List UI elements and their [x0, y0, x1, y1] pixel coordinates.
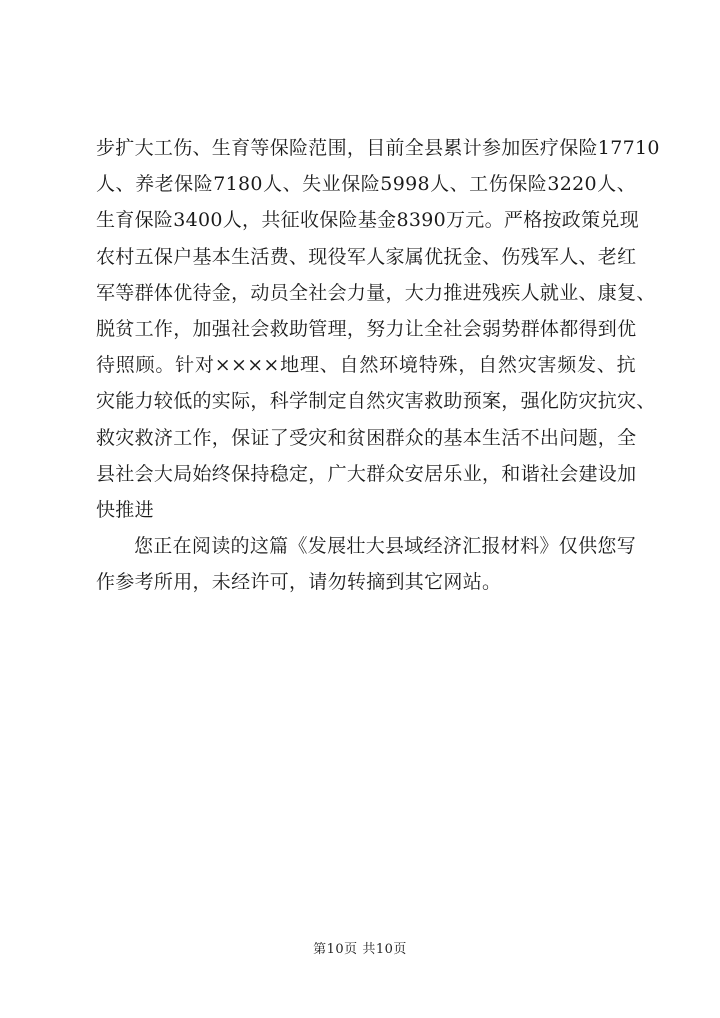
- document-body: [96, 130, 660, 600]
- text-line: 脱贫工作，加强社会救助管理，努力让全社会弱势群体都得到优: [96, 317, 637, 340]
- text-line: 生育保险3400人，共征收保险基金8390万元。严格按政策兑现: [96, 209, 640, 232]
- text-line: 人、养老保险7180人、失业保险5998人、工伤保险3220人、: [96, 173, 636, 196]
- text-line: 县社会大局始终保持稳定，广大群众安居乐业，和谐社会建设加: [96, 462, 637, 485]
- paragraph-copyright-notice: [96, 528, 636, 600]
- paragraph-social-security: [96, 130, 660, 528]
- text-line: 军等群体优待金，动员全社会力量，大力推进残疾人就业、康复、: [96, 281, 656, 304]
- text-line: 灾能力较低的实际，科学制定自然灾害救助预案，强化防灾抗灾、: [96, 390, 656, 413]
- page-number-footer: 第10页 共10页: [313, 942, 407, 957]
- text-line: 快推进: [96, 498, 154, 521]
- text-line: 救灾救济工作，保证了受灾和贫困群众的基本生活不出问题，全: [96, 426, 637, 449]
- text-line: 作参考所用，未经许可，请勿转摘到其它网站。: [96, 571, 502, 594]
- text-line: 您正在阅读的这篇《发展壮大县域经济汇报材料》仅供您写: [134, 535, 636, 558]
- text-line: 待照顾。针对××××地理、自然环境特殊，自然灾害频发、抗: [96, 354, 636, 377]
- text-line: 步扩大工伤、生育等保险范围，目前全县累计参加医疗保险17710: [96, 137, 660, 159]
- text-line: 农村五保户基本生活费、现役军人家属优抚金、伤残军人、老红: [96, 245, 637, 268]
